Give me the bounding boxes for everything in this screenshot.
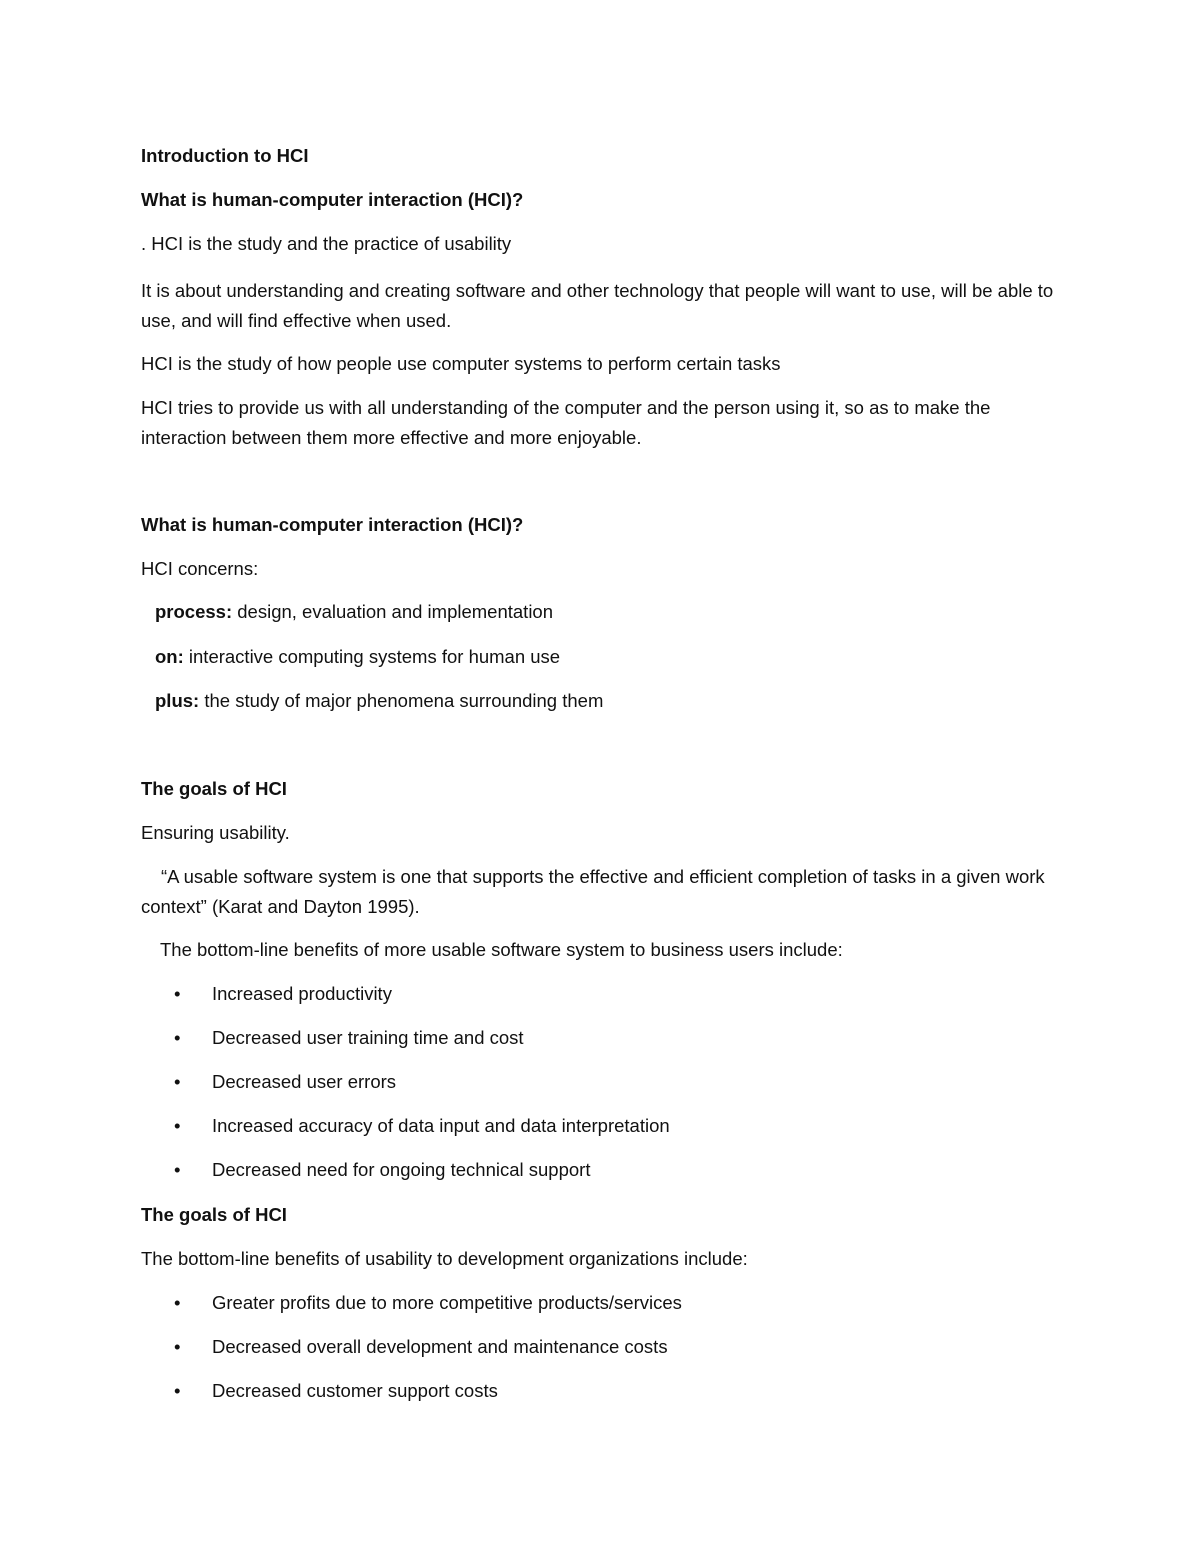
document-title: Introduction to HCI <box>141 145 309 166</box>
quote-paragraph: “A usable software system is one that supports the effective and efficient completion of tasks in a given work context” (Karat and Dayton 1995). <box>141 866 1045 917</box>
list-item-text: Decreased customer support costs <box>212 1380 498 1401</box>
bullet-glyph: • <box>174 1292 181 1313</box>
body-line: . HCI is the study and the practice of usability <box>141 233 512 254</box>
list-item <box>174 1379 498 1403</box>
list-item-text: Greater profits due to more competitive products/services <box>212 1292 682 1313</box>
list-item <box>174 1291 682 1315</box>
list-item-text: Decreased user errors <box>212 1071 397 1092</box>
body-line: The bottom-line benefits of more usable software system to business users include: <box>160 939 843 960</box>
concern-text: design, evaluation and implementation <box>232 601 554 622</box>
list-item-text: Decreased need for ongoing technical support <box>212 1159 591 1180</box>
concern-item <box>155 645 560 669</box>
concern-item <box>155 689 603 713</box>
body-paragraph: It is about understanding and creating software and other technology that people will want to use, will be able to use, and will find effective when used. <box>141 280 1054 331</box>
bullet-glyph: • <box>174 1071 181 1092</box>
body-paragraph: HCI tries to provide us with all understanding of the computer and the person using it, so as to make the interaction between them more effective and more enjoyable. <box>141 397 991 448</box>
list-item <box>174 1158 590 1182</box>
concern-text: the study of major phenomena surrounding them <box>199 690 604 711</box>
body-line: HCI concerns: <box>141 558 259 579</box>
body-line: Ensuring usability. <box>141 822 290 843</box>
list-item <box>174 982 392 1006</box>
list-item-text: Decreased user training time and cost <box>212 1027 524 1048</box>
list-item <box>174 1070 396 1094</box>
list-item-text: Increased productivity <box>212 983 392 1004</box>
list-item-text: Increased accuracy of data input and data interpretation <box>212 1115 670 1136</box>
list-item <box>174 1114 670 1138</box>
concern-term: on: <box>155 646 184 667</box>
concern-item <box>155 600 553 624</box>
section-heading: The goals of HCI <box>141 778 287 799</box>
section-heading: What is human-computer interaction (HCI)? <box>141 514 524 535</box>
bullet-glyph: • <box>174 1159 181 1180</box>
list-item-text: Decreased overall development and maintenance costs <box>212 1336 668 1357</box>
concern-text: interactive computing systems for human use <box>183 646 561 667</box>
bullet-glyph: • <box>174 1380 181 1401</box>
bullet-glyph: • <box>174 1115 181 1136</box>
concern-term: plus: <box>155 690 200 711</box>
bullet-glyph: • <box>174 1027 181 1048</box>
body-line: HCI is the study of how people use computer systems to perform certain tasks <box>141 353 781 374</box>
section-heading: The goals of HCI <box>141 1204 287 1225</box>
bullet-glyph: • <box>174 1336 181 1357</box>
section-heading: What is human-computer interaction (HCI)? <box>141 189 524 210</box>
concern-term: process: <box>155 601 233 622</box>
list-item <box>174 1335 668 1359</box>
list-item <box>174 1026 524 1050</box>
bullet-glyph: • <box>174 983 181 1004</box>
body-line: The bottom-line benefits of usability to development organizations include: <box>141 1248 748 1269</box>
